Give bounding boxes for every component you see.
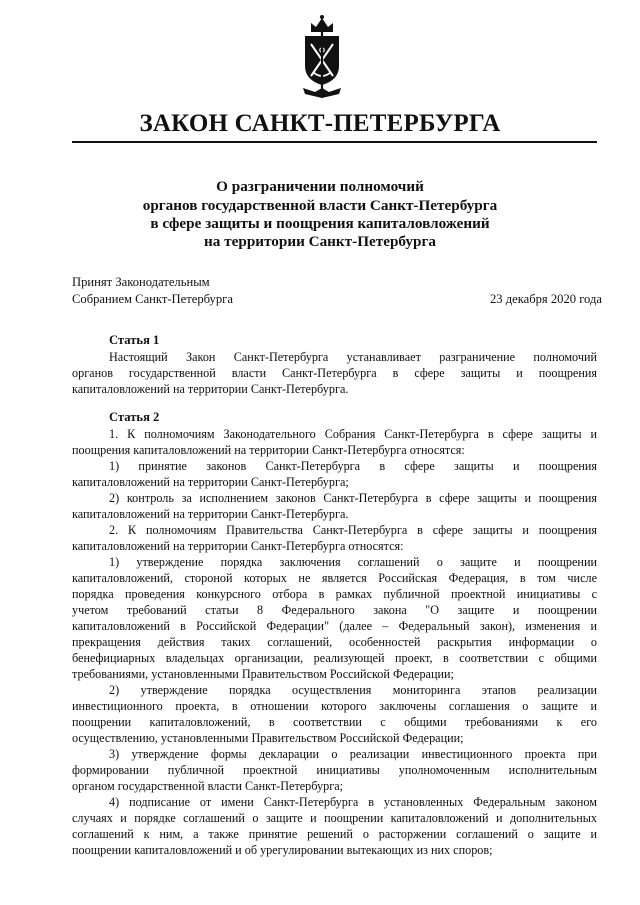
adoption-date: 23 декабря 2020 года [489,292,602,306]
article-1-text-line: органов государственной власти Санкт-Петербурга в сфере защиты и поощрения [72,366,597,380]
article-2-text-line: органом государственной власти Санкт-Петербурга; [72,779,343,793]
article-2-text-line: 1) принятие законов Санкт-Петербурга в сфере защиты и поощрения [109,459,597,473]
article-2-text-line: требованиями, установленными Правительством Российской Федерации; [72,667,454,681]
article-2-text-line: поощрения капиталовложений на территории Санкт-Петербурга относятся: [72,443,465,457]
article-2-text-line: 1) утверждение порядка заключения соглашений о защите и поощрении [109,555,597,569]
article-2-text-line: капиталовложений на территории Санкт-Петербурга относятся: [72,539,404,553]
article-2-text-line: осуществлению, установленными Правительством Российской Федерации; [72,731,464,745]
article-1-text-line: Настоящий Закон Санкт-Петербурга устанавливает разграничение полномочий [109,350,597,364]
article-2-text-line: формировании публичной проектной инициативы уполномоченным исполнительным [72,763,597,777]
law-subtitle-line: в сфере защиты и поощрения капиталовложений [150,215,490,232]
article-2-text-line: 2) контроль за исполнением законов Санкт-Петербурга в сфере защиты и поощрения [109,491,597,505]
article-2-text-line: 4) подписание от имени Санкт-Петербурга в установленных Федеральным законом [109,795,597,809]
law-subtitle-line: О разграничении полномочий [216,178,424,195]
article-2-text-line: капиталовложений на территории Санкт-Петербурга. [72,507,349,521]
adoption-authority-line: Собранием Санкт-Петербурга [72,292,233,306]
article-2-text-line: учетом требований статьи 8 Федерального закона "О защите и поощрении [72,603,597,617]
article-2-text-line: 1. К полномочиям Законодательного Собрания Санкт-Петербурга в сфере защиты и [109,427,597,441]
article-2-text-line: порядка проведения конкурсного отбора в рамках публичной проектной инициативы с [72,587,597,601]
article-2-heading: Статья 2 [109,410,160,424]
article-2-text-line: капиталовложений на территории Санкт-Петербурга; [72,475,349,489]
law-subtitle-line: органов государственной власти Санкт-Петербурга [142,197,498,214]
law-title: ЗАКОН САНКТ-ПЕТЕРБУРГА [139,110,501,137]
article-1-heading: Статья 1 [109,333,160,347]
article-2-text-line: случаях и порядке соглашений о защите и поощрении капиталовложений и дополнительных [72,811,597,825]
article-2-text-line: бенефициарных владельцах организации, реализующей проект, в соответствии с общими [72,651,597,665]
law-subtitle-line: на территории Санкт-Петербурга [204,233,436,250]
article-2-text-line: 2. К полномочиям Правительства Санкт-Петербурга в сфере защиты и поощрения [109,523,597,537]
adoption-authority-line: Принят Законодательным [72,275,210,289]
article-2-text-line: прекращения действия таких соглашений, особенностей раскрытия информации о [72,635,597,649]
article-2-text-line: капиталовложений в Российской Федерации" (далее – Федеральный закон), изменения и [72,619,597,633]
article-2-text-line: поощрении капиталовложений и об урегулировании вытекающих из них споров; [72,843,493,857]
article-2-text-line: соглашений к ним, а также принятие решений о расторжении соглашений о защите и [72,827,597,841]
article-2-text-line: инвестиционного проекта, в отношении которого заключены соглашения о защите и [72,699,597,713]
article-2-text-line: 3) утверждение формы декларации о реализации инвестиционного проекта при [109,747,597,761]
article-1-text-line: капиталовложений на территории Санкт-Петербурга. [72,382,349,396]
title-underline [72,141,597,143]
st-petersburg-coat-of-arms-icon [297,14,347,100]
article-2-text-line: поощрении капиталовложений, в соответствии с общими требованиями к его [72,715,597,729]
article-2-text-line: капиталовложений, стороной которых не является Российская Федерация, в том числе [72,571,597,585]
article-2-text-line: 2) утверждение порядка осуществления мониторинга этапов реализации [109,683,597,697]
